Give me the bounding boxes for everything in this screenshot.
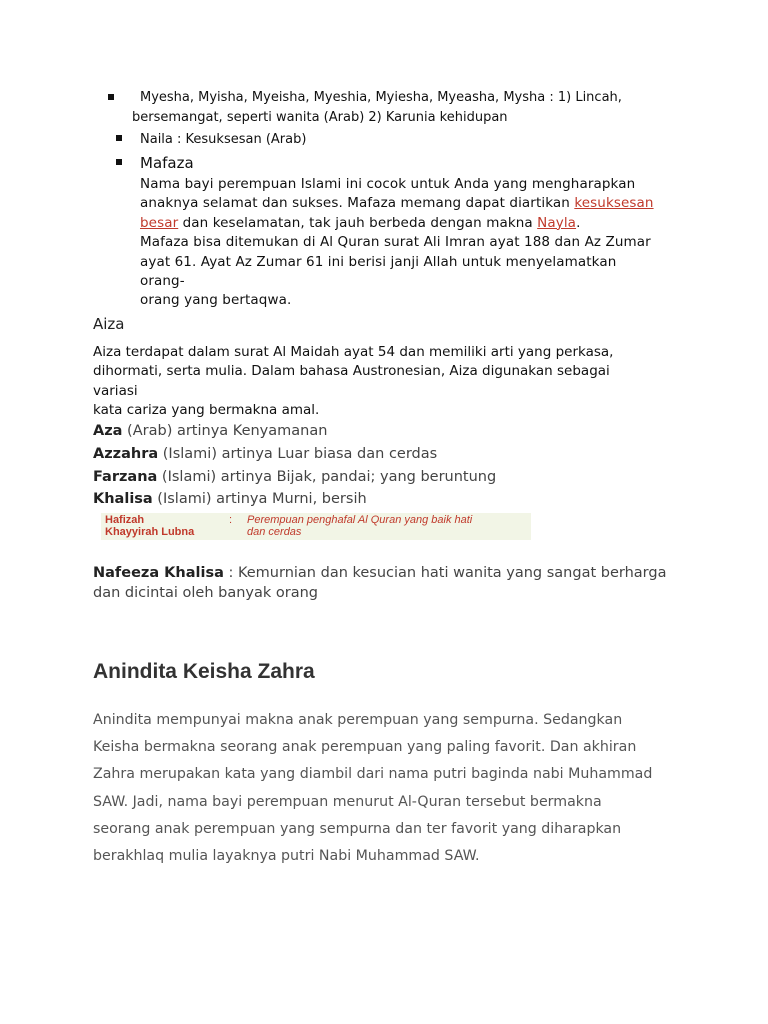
- table-meaning-line: Perempuan penghafal Al Quran yang baik hati: [247, 514, 473, 526]
- bullet-heading-mafaza: Mafaza: [140, 154, 194, 172]
- paragraph-line: Anindita mempunyai makna anak perempuan yang sempurna. Sedangkan: [93, 712, 623, 728]
- paragraph-line: ayat 61. Ayat Az Zumar 61 ini berisi janji Allah untuk menyelamatkan orang-: [140, 253, 617, 290]
- anindita-description: [93, 707, 683, 870]
- bullet-item-naila: [116, 130, 306, 150]
- bullet-item-myesha: [108, 88, 648, 128]
- paragraph-line: Zahra merupakan kata yang diambil dari nama putri baginda nabi Muhammad: [93, 766, 653, 783]
- paragraph-line: [93, 563, 693, 583]
- table-name-cell: [105, 514, 194, 538]
- paragraph-line: kata cariza yang bermakna amal.: [93, 402, 320, 419]
- bullet-square-icon: [116, 159, 122, 165]
- paragraph-line: berakhlaq mulia layaknya putri Nabi Muhammad SAW.: [93, 848, 480, 865]
- text-segment: .: [576, 214, 581, 231]
- paragraph-line: dihormati, serta mulia. Dalam bahasa Austronesian, Aiza digunakan sebagai variasi: [93, 363, 610, 399]
- paragraph-line: dan dicintai oleh banyak orang: [93, 585, 319, 601]
- name-row-khalisa: [93, 488, 496, 511]
- name-meaning: (Arab) artinya Kenyamanan: [122, 423, 328, 439]
- name-meaning: (Islami) artinya Bijak, pandai; yang beruntung: [157, 468, 497, 485]
- link-kesuksesan-besar-cont[interactable]: besar: [140, 214, 179, 231]
- bullet-text-line-1: Myesha, Myisha, Myeisha, Myeshia, Myiesha, Myeasha, Mysha : 1) Lincah,: [140, 90, 622, 105]
- name-row-azzahra: [93, 443, 496, 466]
- table-name-line: Khayyirah Lubna: [105, 526, 195, 538]
- heading-anindita: Anindita Keisha Zahra: [93, 660, 315, 683]
- paragraph-line: seorang anak perempuan yang sempurna dan ter favorit yang diharapkan: [93, 820, 622, 837]
- text-segment: dan keselamatan, tak jauh berbeda dengan makna: [178, 214, 538, 231]
- name-meaning: : Kemurnian dan kesucian hati wanita yang sangat berharga: [223, 565, 667, 581]
- heading-aiza: Aiza: [93, 315, 125, 333]
- name-meaning: (Islami) artinya Luar biasa dan cerdas: [158, 445, 438, 462]
- bullet-text: Naila : Kesuksesan (Arab): [140, 132, 307, 147]
- name-row-aza: [93, 420, 496, 443]
- table-separator: :: [229, 514, 233, 526]
- table-meaning-cell: [247, 514, 517, 538]
- name-meaning: (Islami) artinya Murni, bersih: [152, 491, 367, 508]
- paragraph-line: Mafaza bisa ditemukan di Al Quran surat Ali Imran ayat 188 dan Az Zumar: [140, 234, 651, 251]
- paragraph-line: Aiza terdapat dalam surat Al Maidah ayat 54 dan memiliki arti yang perkasa,: [93, 344, 614, 360]
- paragraph-line: [140, 194, 660, 213]
- name-row-farzana: [93, 466, 496, 489]
- name-label: Azzahra: [93, 445, 159, 462]
- text-segment: anaknya selamat dan sukses. Mafaza memang dapat diartikan: [140, 195, 575, 212]
- name-table: [101, 513, 531, 540]
- nafeeza-paragraph: [93, 563, 693, 603]
- name-label: Khalisa: [93, 491, 153, 508]
- bullet-text-line-2: bersemangat, seperti wanita (Arab) 2) Karunia kehidupan: [132, 110, 508, 125]
- paragraph-line: Keisha bermakna seorang anak perempuan yang paling favorit. Dan akhiran: [93, 739, 637, 756]
- paragraph-line: orang yang bertaqwa.: [140, 292, 292, 309]
- name-label: Nafeeza Khalisa: [93, 565, 224, 581]
- link-kesuksesan-besar[interactable]: kesuksesan: [574, 195, 654, 212]
- table-name-line: Hafizah: [105, 514, 145, 526]
- bullet-square-icon: [108, 94, 114, 100]
- bullet-item-mafaza: [116, 153, 194, 173]
- aiza-description: [93, 343, 653, 421]
- link-nayla[interactable]: Nayla: [537, 214, 577, 231]
- name-label: Aza: [93, 423, 123, 439]
- bullet-square-icon: [116, 135, 122, 141]
- paragraph-line: [140, 214, 660, 233]
- paragraph-line: SAW. Jadi, nama bayi perempuan menurut Al-Quran tersebut bermakna: [93, 793, 602, 810]
- mafaza-description: [140, 175, 660, 311]
- names-list: [93, 420, 496, 511]
- name-label: Farzana: [93, 468, 158, 485]
- paragraph-line: Nama bayi perempuan Islami ini cocok untuk Anda yang mengharapkan: [140, 176, 636, 192]
- table-meaning-line: dan cerdas: [247, 526, 302, 538]
